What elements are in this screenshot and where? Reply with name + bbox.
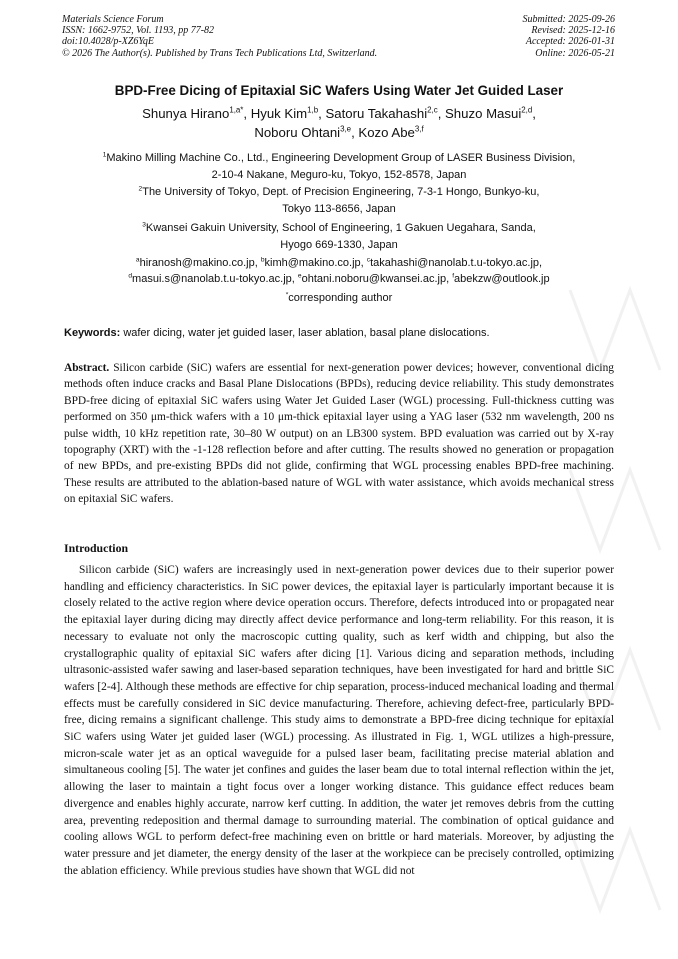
keywords bbox=[64, 327, 614, 339]
corresponding-author-note: *corresponding author bbox=[285, 291, 393, 304]
affiliation-2: $^2$The University of Tokyo, Dept. of Precision Engineering, 7-3-1 Hongo, Bunkyo-ku, Tokyo 113-8656, Japan bbox=[138, 185, 540, 215]
abstract bbox=[64, 360, 614, 508]
abstract-label: Abstract. bbox=[64, 362, 110, 374]
section-heading: Introduction bbox=[64, 541, 129, 555]
email-link[interactable]: masui.s@nanolab.t.u-tokyo.ac.jp, bbox=[132, 273, 295, 285]
journal-name: Materials Science Forum bbox=[62, 14, 164, 25]
author: Kozo Abe$^{3,f}$ bbox=[358, 124, 424, 140]
keywords-text: wafer dicing, water jet guided laser, laser ablation, basal plane dislocations. bbox=[123, 327, 490, 339]
email-link[interactable]: ohtani.noboru@kwansei.ac.jp, bbox=[301, 273, 450, 285]
publication-dates bbox=[523, 14, 616, 59]
issn-line: ISSN: 1662-9752, Vol. 1193, pp 77-82 bbox=[62, 25, 215, 37]
paper-title: BPD-Free Dicing of Epitaxial SiC Wafers Using Water Jet Guided Laser bbox=[114, 83, 564, 98]
email-link[interactable]: kimh@makino.co.jp, bbox=[264, 257, 364, 269]
doi-line: doi:10.4028/p-XZ6YqE bbox=[62, 36, 154, 48]
abstract-text: Silicon carbide (SiC) wafers are essential for next-generation power devices; however, conventional dicing methods often induce cracks and Basal Plane Dislocations (BPDs), reducing device reliability. This study demonstrates BPD-free dicing of epitaxial SiC wafers using Water Jet Guided Laser (WGL) processing. Full-thickness cutting was performed on 350 μm-thick wafers with a 10 μm-thick epitaxial layer using a YAG laser (532 nm wavelength, 200 ns pulse width, 10 kHz repetition rate, 30–80 W output) on an LB300 system. BPD evaluation was carried out by X-ray topography (XRT) with the -1-128 reflection before and after cutting. The results showed no generation or propagation of new BPDs, and pre-existing BPDs did not glide, confirming that WGL processing enables BPD-free machining. These results are attributed to the ablation-based nature of WGL with water assistance, which avoids mechanical stress on epitaxial SiC wafers. bbox=[64, 362, 614, 506]
introduction-text: Silicon carbide (SiC) wafers are increasingly used in next-generation power devices due to their superior power handling and efficiency characteristics. In SiC power devices, the epitaxial layer is particularly important because it is closely related to the active region where device operation occurs. Therefore, defects introduced into or propagated near the epitaxial layer during dicing may directly affect device performance and long-term reliability. For this reason, it is necessary to evaluate not only the macroscopic cutting quality, such as kerf width and chipping, but also the crystallographic quality of epitaxial SiC wafers after dicing [1]. Various dicing and separation methods, including ultrasonic-assisted wafer sawing and laser-based separation techniques, have been investigated for hard and brittle SiC wafers [2-4]. Although these methods are effective for chip separation, process-induced mechanical loading and thermal effects must be carefully considered in SiC device manufacturing. Therefore, achieving defect-free, particularly BPD-free, dicing remains a significant challenge. This study aims to demonstrate a BPD-free dicing technique for epitaxial SiC wafers using Water jet guided laser (WGL) processing. As illustrated in Fig. 1, WGL utilizes a high-pressure, micron-scale water jet as an optical waveguide for a pulsed laser beam, facilitating precise material ablation and simultaneous cooling [5]. The water jet confines and guides the laser beam due to total internal reflection within the jet, allowing the laser to maintain a tight focus over a longer working distance. This guidance effect reduces beam divergence and enables highly accurate, narrow kerf cutting. In addition, the water jet removes debris from the cutting area, preventing redeposition and thermal damage to surrounding material. The combination of optical guidance and cooling allows WGL to perform defect-free machining even on brittle or hard materials. Moreover, by adjusting the water pressure and jet diameter, the energy density of the laser at the workpiece can be precisely controlled, optimizing the ablation efficiency. While previous studies have shown that WGL did not bbox=[64, 564, 614, 877]
author: Hyuk Kim$^{1,b}$, bbox=[250, 105, 326, 121]
keywords-label: Keywords: bbox=[64, 327, 121, 339]
accepted-date: Accepted: 2026-01-31 bbox=[525, 36, 615, 48]
email-link[interactable]: takahashi@nanolab.t.u-tokyo.ac.jp, bbox=[370, 257, 543, 269]
affiliation-3: $^3$Kwansei Gakuin University, School of Engineering, 1 Gakuen Uegahara, Sanda, Hyogo 669-1330, Japan bbox=[142, 221, 536, 251]
revised-date: Revised: 2025-12-16 bbox=[531, 25, 615, 37]
journal-info bbox=[62, 14, 377, 59]
author: Noboru Ohtani$^{3,e}$, bbox=[254, 124, 359, 140]
author-list bbox=[60, 104, 618, 142]
author: Shuzo Masui$^{2,d}$, bbox=[445, 105, 536, 121]
online-date: Online: 2026-05-21 bbox=[535, 47, 615, 59]
author: Satoru Takahashi$^{2,c}$, bbox=[325, 105, 446, 121]
email-link[interactable]: abekzw@outlook.jp bbox=[454, 273, 550, 285]
submitted-date: Submitted: 2025-09-26 bbox=[522, 14, 615, 25]
author: Shunya Hirano$^{1,a*}$, bbox=[142, 105, 251, 121]
copyright-line: © 2026 The Author(s). Published by Trans Tech Publications Ltd, Switzerland. bbox=[62, 47, 378, 59]
email-link[interactable]: hiranosh@makino.co.jp, bbox=[139, 257, 258, 269]
affiliation-1: $^1$Makino Milling Machine Co., Ltd., Engineering Development Group of LASER Business Division, 2-10-4 Nakane, Meguro-ku, Tokyo, 152-8578, Japan bbox=[102, 151, 576, 181]
author-emails: $^a$hiranosh@makino.co.jp, $^b$kimh@makino.co.jp, $^c$takahashi@nanolab.t.u-tokyo.ac.jp, $^d$masui.s@nanolab.t.u-tokyo.ac.jp, $^e$ohtani.noboru@kwansei.ac.jp, $^f$abekzw@outlook.jp bbox=[128, 256, 550, 285]
